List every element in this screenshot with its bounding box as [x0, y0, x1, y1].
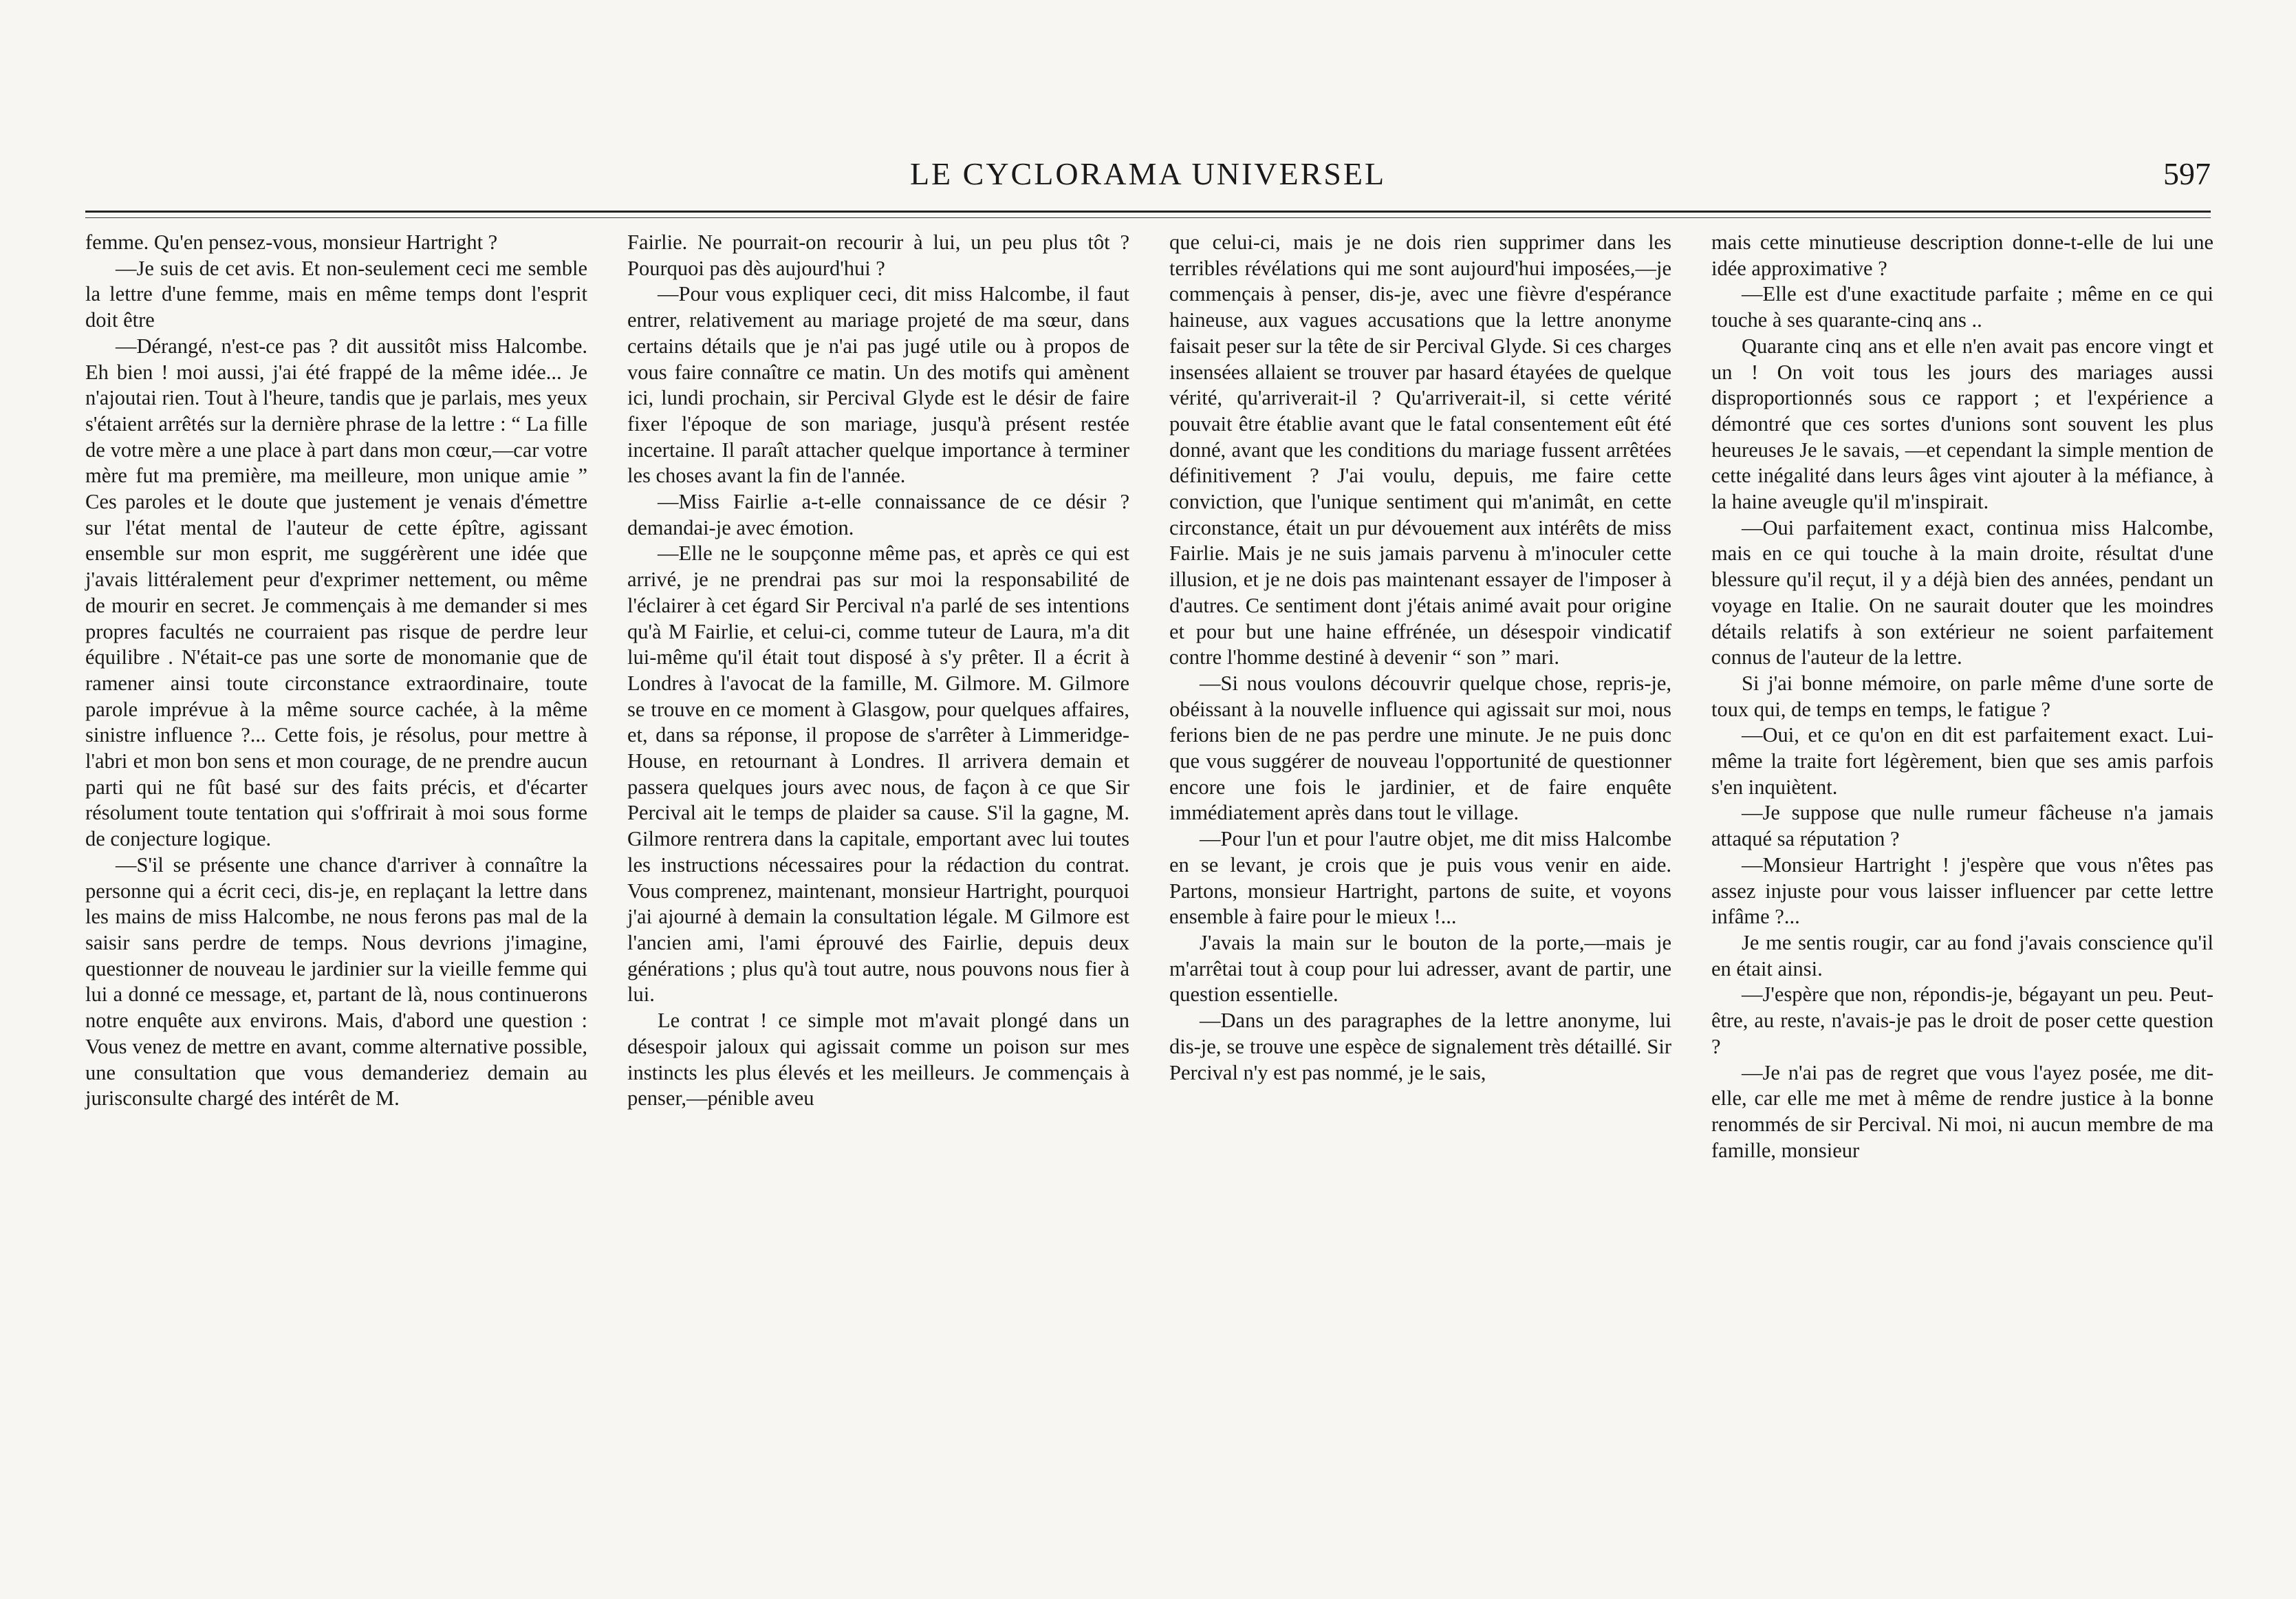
paragraph: Je me sentis rougir, car au fond j'avais conscience qu'il en était ainsi. — [1711, 930, 2213, 980]
paragraph: —Miss Fairlie a-t-elle connaissance de ce désir ? demandai-je avec émotion. — [627, 490, 1129, 539]
paragraph: Le contrat ! ce simple mot m'avait plongé dans un désespoir jaloux qui agissait comme un poison sur mes instincts les plus élevés et les meilleurs. Je commençais à penser,—pénible aveu — [627, 1009, 1129, 1110]
paragraph: —Dans un des paragraphes de la lettre anonyme, lui dis-je, se trouve une espèce de signalement très détaillé. Sir Percival n'y est pas nommé, je le sais, — [1169, 1009, 1671, 1084]
paragraph: —Monsieur Hartright ! j'espère que vous n'êtes pas assez injuste pour vous laisser influencer par cette lettre infâme ?... — [1711, 852, 2213, 929]
paragraph: Quarante cinq ans et elle n'en avait pas encore vingt et un ! On voit tous les jours des mariages aussi disproportionnés sous ce rapport ; et l'expérience a démontré que ces sortes d'unions sont souvent les plus heureuses Je le savais, —et cependant la simple mention de cette inégalité dans leurs âges vint ajouter à la méfiance, à la haine aveugle qu'il m'inspirait. — [1711, 334, 2213, 514]
paragraph: —Elle est d'une exactitude parfaite ; même en ce qui touche à ses quarante-cinq ans .. — [1711, 282, 2213, 332]
paragraph: —J'espère que non, répondis-je, bégayant un peu. Peut-être, au reste, n'avais-je pas le droit de poser cette question ? — [1711, 983, 2213, 1058]
paragraph: Si j'ai bonne mémoire, on parle même d'une sorte de toux qui, de temps en temps, le fatigue ? — [1711, 671, 2213, 721]
header-rule-thin — [85, 217, 2211, 218]
paragraph: Fairlie. Ne pourrait-on recourir à lui, un peu plus tôt ? Pourquoi pas dès aujourd'hui ? — [627, 230, 1129, 280]
paragraph: —Si nous voulons découvrir quelque chose, repris-je, obéissant à la nouvelle influence qui agissait sur moi, nous ferions bien de ne pas perdre une minute. Je ne puis donc que vous suggérer de nouveau l'opportunité de questionner encore une fois le jardinier, et de faire enquête immédiatement après dans tout le village. — [1169, 671, 1671, 825]
text-column-1 — [85, 230, 587, 1112]
paragraph: —Oui parfaitement exact, continua miss Halcombe, mais en ce qui touche à la main droite, résultat d'une blessure qu'il reçut, il y a déjà bien des années, pendant un voyage en Italie. On ne saurait douter que les moindres détails relatifs à son extérieur ne soient parfaitement connus de l'auteur de la lettre. — [1711, 515, 2213, 669]
paragraph: mais cette minutieuse description donne-t-elle de lui une idée approximative ? — [1711, 230, 2213, 280]
paragraph: —Oui, et ce qu'on en dit est parfaitement exact. Lui-même la traite fort légèrement, bien que ses amis parfois s'en inquiètent. — [1711, 723, 2213, 799]
text-column-2 — [627, 230, 1129, 1112]
paragraph: —S'il se présente une chance d'arriver à connaître la personne qui a écrit ceci, dis-je, en replaçant la lettre dans les mains de miss Halcombe, ne nous ferons pas mal de la saisir sans perdre de temps. Nous devrions j'imagine, questionner de nouveau le jardinier sur la vieille femme qui lui a donné ce message, et, partant de là, nous continuerons notre enquête aux environs. Mais, d'abord une question : Vous venez de mettre en avant, comme alternative possible, une consultation que vous demanderiez demain au jurisconsulte chargé des intérêt de M. — [85, 852, 587, 1110]
paragraph: que celui-ci, mais je ne dois rien supprimer dans les terribles révélations qui me sont aujourd'hui imposées,—je commençais à penser, dis-je, avec une fièvre d'espérance haineuse, aux vagues accusations que la lettre anonyme faisait peser sur la tête de sir Percival Glyde. Si ces charges insensées allaient se trouver par hasard étayées de quelque vérité, qu'arriverait-il ? Qu'arriverait-il, si cette vérité pouvait être établie avant que le fatal consentement eût été donné, avant que les conditions du mariage fussent arrêtées définitivement ? J'ai voulu, depuis, me faire cette conviction, que l'unique sentiment qui m'animât, en cette circonstance, était un pur dévouement aux intérêts de miss Fairlie. Mais je ne suis jamais parvenu à m'inoculer cette illusion, et je ne dois pas maintenant essayer de l'imposer à d'autres. Ce sentiment dont j'étais animé avait pour origine et pour but une haine effrénée, un désespoir vindicatif contre l'homme destiné à devenir “ son ” mari. — [1169, 230, 1671, 669]
paragraph: femme. Qu'en pensez-vous, monsieur Hartright ? — [85, 230, 498, 254]
paragraph: —Je n'ai pas de regret que vous l'ayez posée, me dit-elle, car elle me met à même de rendre justice à la bonne renommés de sir Percival. Ni moi, ni aucun membre de ma famille, monsieur — [1711, 1060, 2213, 1162]
paragraph: —Je suis de cet avis. Et non-seulement ceci me semble la lettre d'une femme, mais en même temps dont l'esprit doit être — [85, 256, 587, 332]
running-header-title: LE CYCLORAMA UNIVERSEL — [909, 156, 1387, 191]
paragraph: —Pour vous expliquer ceci, dit miss Halcombe, il faut entrer, relativement au mariage projeté de ma sœur, dans certains détails que je n'ai pas jugé utile ou à propos de vous faire connaître ce matin. Un des motifs qui amènent ici, lundi prochain, sir Percival Glyde est le désir de faire fixer l'époque de son mariage, jusqu'à présent restée incertaine. Il paraît attacher quelque importance à terminer les choses avant la fin de l'année. — [627, 282, 1129, 488]
paragraph: —Elle ne le soupçonne même pas, et après ce qui est arrivé, je ne prendrai pas sur moi la responsabilité de l'éclairer à cet égard Sir Percival n'a parlé de ses intentions qu'à M Fairlie, et celui-ci, comme tuteur de Laura, m'a dit lui-même qu'il était tout disposé à s'y prêter. Il a écrit à Londres à l'avocat de la famille, M. Gilmore. M. Gilmore se trouve en ce moment à Glasgow, pour quelques affaires, et, dans sa réponse, il propose de s'arrêter à Limmeridge-House, en retournant à Londres. Il arrivera demain et passera quelques jours avec nous, de façon à ce que Sir Percival ait le temps de plaider sa cause. S'il la gagne, M. Gilmore rentrera dans la capitale, emportant avec lui toutes les instructions nécessaires pour la rédaction du contrat. Vous comprenez, maintenant, monsieur Hartright, pourquoi j'ai ajourné à demain la consultation légale. M Gilmore est l'ancien ami, l'ami éprouvé des Fairlie, depuis deux générations ; plus qu'à tout autre, nous pouvons nous fier à lui. — [627, 541, 1129, 1007]
text-column-4 — [1711, 230, 2213, 1163]
text-column-3 — [1169, 230, 1671, 1086]
paragraph: J'avais la main sur le bouton de la porte,—mais je m'arrêtai tout à coup pour lui adresser, avant de partir, une question essentielle. — [1169, 930, 1671, 1007]
paragraph: —Je suppose que nulle rumeur fâcheuse n'a jamais attaqué sa réputation ? — [1711, 801, 2213, 851]
paragraph: —Pour l'un et pour l'autre objet, me dit miss Halcombe en se levant, je crois que je puis vous venir en aide. Partons, monsieur Hartright, partons de suite, et voyons ensemble à faire pour le mieux !... — [1169, 827, 1671, 929]
header-rule-thick — [85, 211, 2211, 213]
page-number: 597 — [2163, 156, 2211, 191]
paragraph: —Dérangé, n'est-ce pas ? dit aussitôt miss Halcombe. Eh bien ! moi aussi, j'ai été frappé de la même idée... Je n'ajoutai rien. Tout à l'heure, tandis que je parlais, mes yeux s'étaient arrêtés sur la dernière phrase de la lettre : “ La fille de votre mère a une place à part dans mon cœur,—car votre mère fut ma première, ma meilleure, mon unique amie ” Ces paroles et le doute que justement je venais d'émettre sur l'état mental de l'auteur de cette épître, agissant ensemble sur mon esprit, me suggérèrent une idée que j'avais littéralement peur d'exprimer nettement, ou même de mourir en secret. Je commençais à me demander si mes propres facultés ne courraient pas risque de perdre leur équilibre . N'était-ce pas une sorte de monomanie que de ramener ainsi toute circonstance extraordinaire, toute parole imprévue à la même source cachée, à la même sinistre influence ?... Cette fois, je résolus, pour mettre à l'abri et mon bon sens et mon courage, de ne prendre aucun parti qui ne fût basé sur des faits précis, et d'écarter résolument toute tentation qui s'offrirait à moi sous forme de conjecture logique. — [85, 334, 587, 851]
